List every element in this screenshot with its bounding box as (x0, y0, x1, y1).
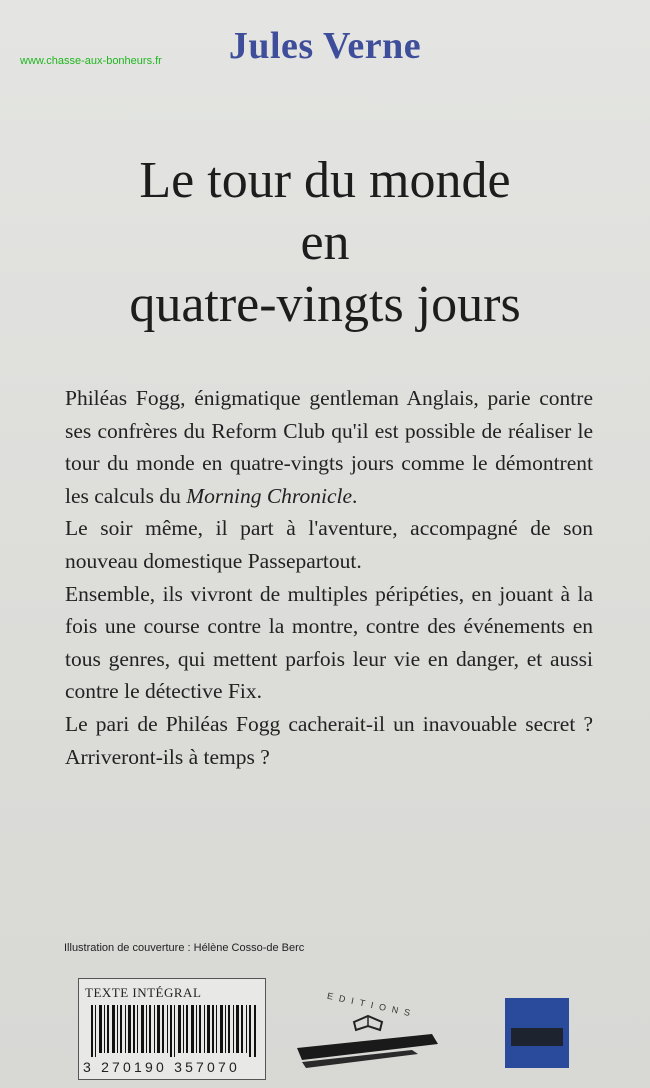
publisher-logo-text: EDITIONS (326, 990, 417, 1020)
title-line-1: Le tour du monde (139, 152, 511, 209)
author-name: Jules Verne (228, 25, 422, 67)
title-line-3: quatre-vingts jours (129, 276, 521, 333)
illustration-credit: Illustration de couverture : Hélène Cosso-de Berc (64, 942, 305, 954)
summary-blurb (65, 382, 593, 773)
blurb-paragraph-4: Le pari de Philéas Fogg cacherait-il un inavouable secret ? Arriveront-ils à temps ? (65, 711, 593, 769)
book-title (0, 150, 650, 336)
color-block-band (511, 1028, 563, 1046)
title-line-2: en (300, 214, 350, 271)
blurb-paragraph-2: Le soir même, il part à l'aventure, accompagné de son nouveau domestique Passepartout. (65, 516, 593, 573)
newspaper-name: Morning Chronicle (186, 483, 353, 508)
blurb-paragraph-1: Philéas Fogg, énigmatique gentleman Anglais, parie contre ses confrères du Reform Club qu'il est possible de réaliser le tour du monde en quatre-vingts jours comme le démontrent les calculs du Morning Chronicle. (65, 386, 593, 508)
blurb-paragraph-3: Ensemble, ils vivront de multiples péripéties, en jouant à la fois une course contre la montre, contre des événements en tous genres, qui mettent parfois leur vie en danger, et aussi contre le détective Fix. (65, 581, 593, 704)
publisher-color-block (505, 998, 569, 1068)
watermark-url: www.chasse-aux-bonheurs.fr (20, 55, 162, 67)
isbn-box (78, 978, 266, 1080)
barcode-number: 3 270190 357070 (83, 1059, 240, 1075)
barcode-icon (91, 1005, 257, 1057)
texte-integral-label: TEXTE INTÉGRAL (85, 985, 202, 1000)
